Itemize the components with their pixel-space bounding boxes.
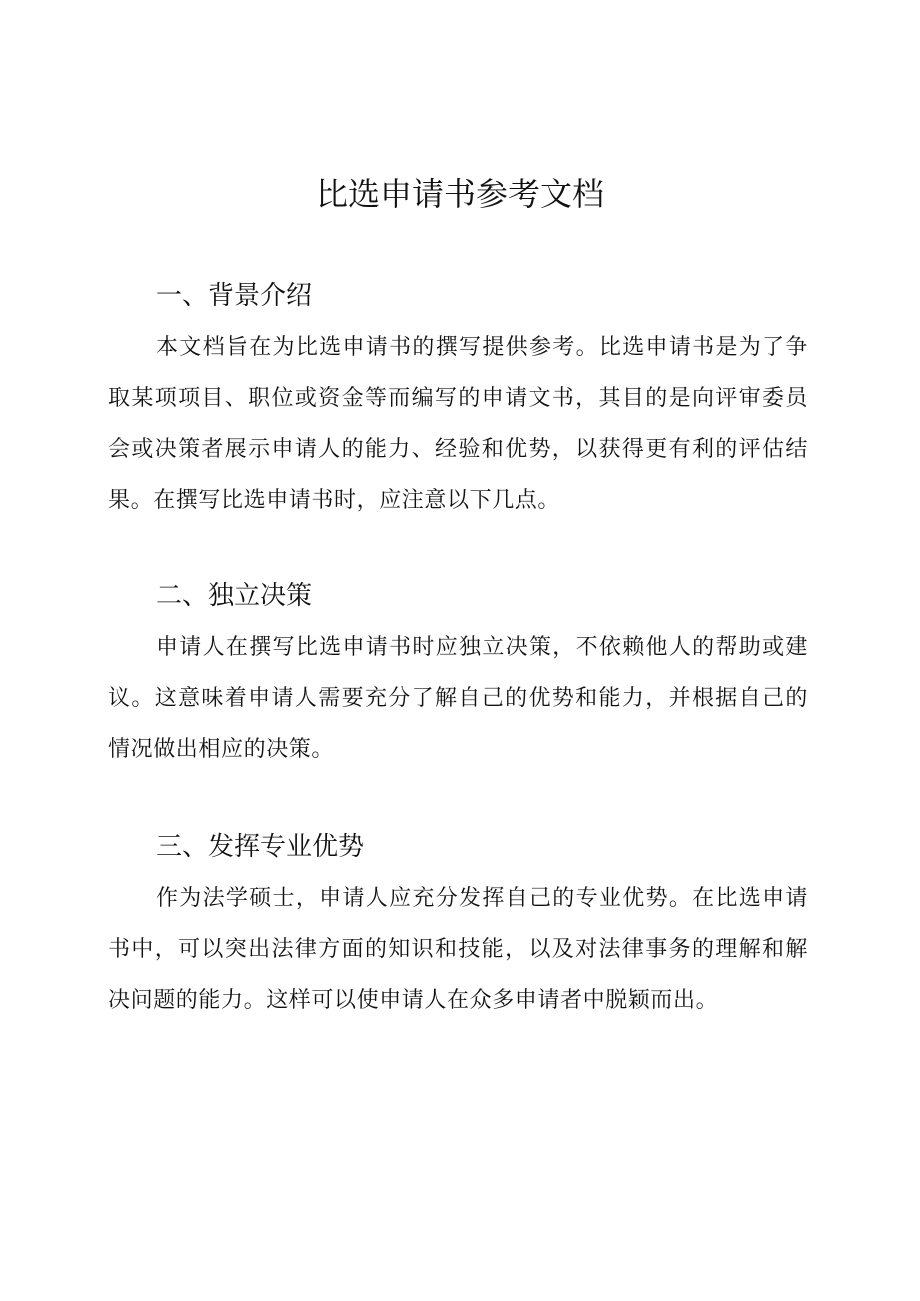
section-background <box>108 276 808 526</box>
section-body-background: 本文档旨在为比选申请书的撰写提供参考。比选申请书是为了争取某项项目、职位或资金等而编写的申请文书，其目的是向评审委员会或决策者展示申请人的能力、经验和优势，以获得更有利的评估结果。在撰写比选申请书时，应注意以下几点。 <box>108 335 808 513</box>
document-title: 比选申请书参考文档 <box>315 175 604 213</box>
section-body-professional-advantage: 作为法学硕士，申请人应充分发挥自己的专业优势。在比选申请书中，可以突出法律方面的知识和技能，以及对法律事务的理解和解决问题的能力。这样可以使申请人在众多申请者中脱颖而出。 <box>108 886 808 1013</box>
section-heading-background: 一、背景介绍 <box>156 281 313 311</box>
section-heading-professional-advantage: 三、发挥专业优势 <box>156 832 365 862</box>
section-body-independent-decision: 申请人在撰写比选申请书时应独立决策，不依赖他人的帮助或建议。这意味着申请人需要充分了解自己的优势和能力，并根据自己的情况做出相应的决策。 <box>108 635 808 762</box>
section-heading-independent-decision: 二、独立决策 <box>156 581 313 611</box>
section-independent-decision <box>108 576 808 775</box>
section-professional-advantage <box>108 827 808 1026</box>
